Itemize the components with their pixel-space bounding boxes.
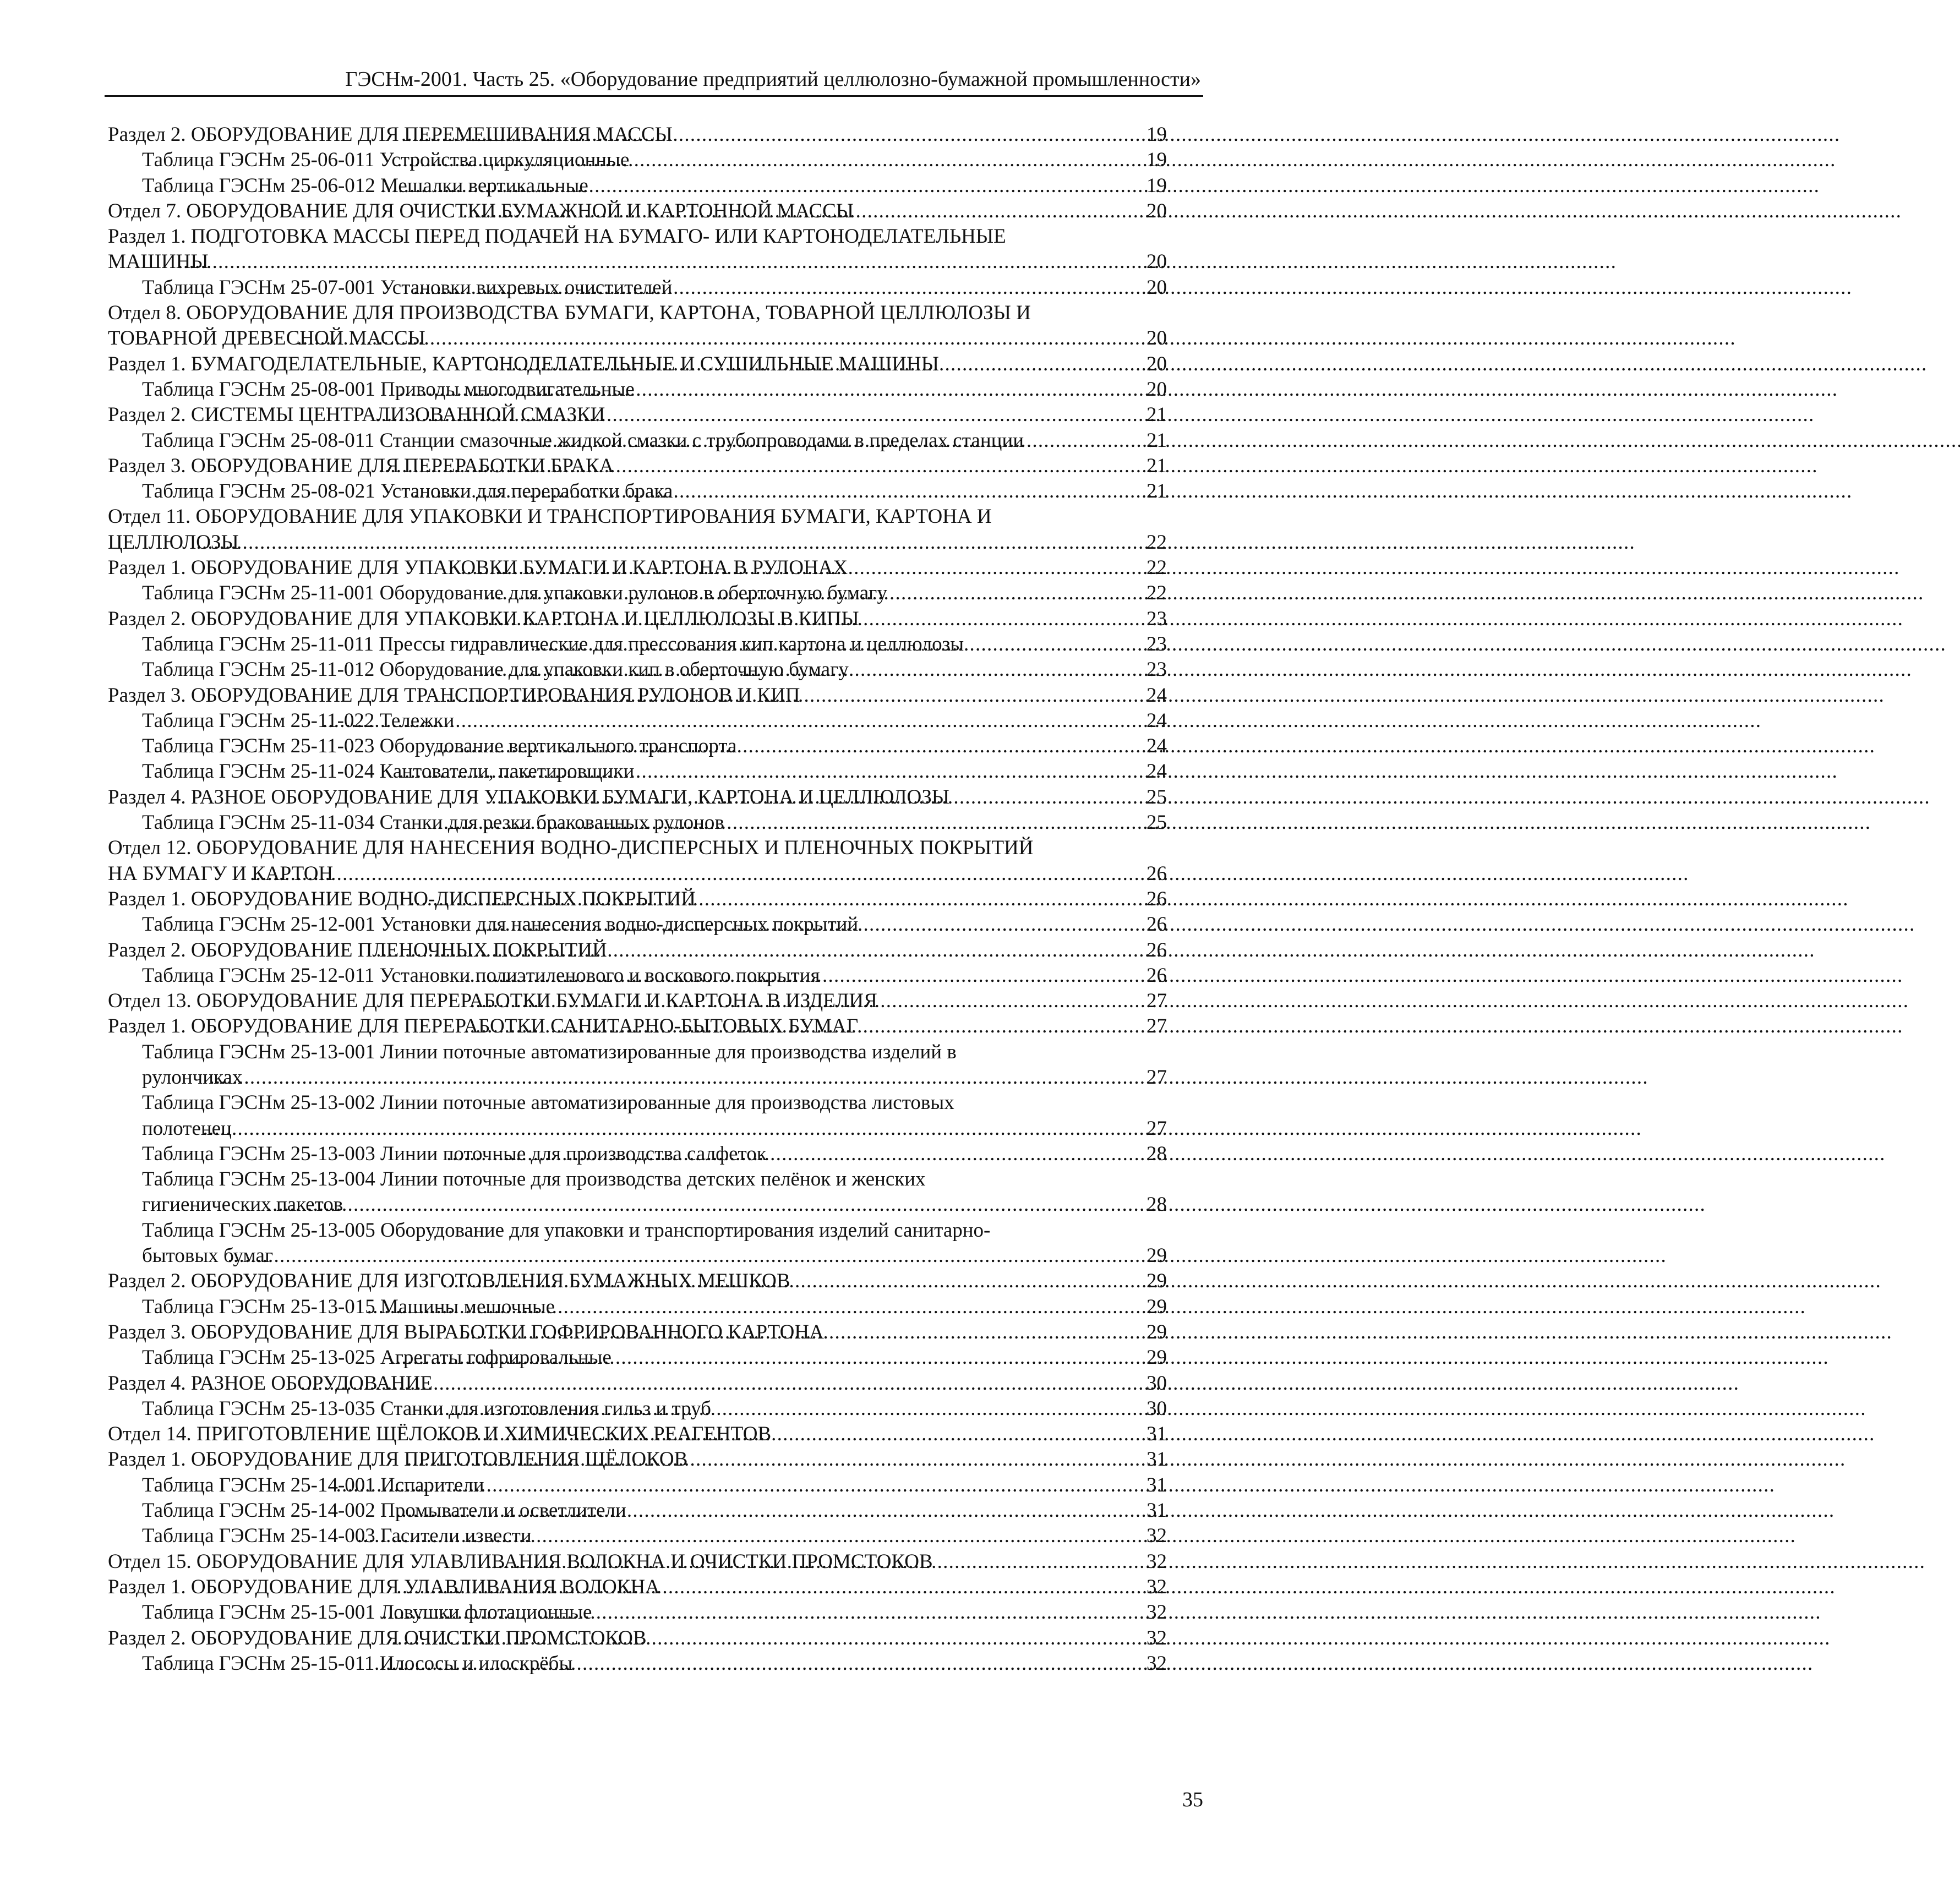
dot-leader [391, 1626, 1142, 1651]
dot-leader [178, 249, 1142, 275]
toc-entry[interactable] [108, 1345, 1167, 1370]
toc-entry[interactable] [108, 607, 1167, 632]
toc-entry-title: Таблица ГЭСНм 25-13-001 Линии поточные автоматизированные для производства изделий в [142, 1040, 957, 1063]
toc-entry-page: 20 [1146, 352, 1167, 375]
toc-entry-title: Таблица ГЭСНм 25-14-003 Гасители извести [142, 1525, 532, 1548]
toc-entry-title: Таблица ГЭСНм 25-07-001 Установки вихревых очистителей [142, 276, 673, 299]
toc-entry-title: Раздел 1. БУМАГОДЕЛАТЕЛЬНЫЕ, КАРТОНОДЕЛАТЕЛЬНЫЕ И СУШИЛЬНЫЕ МАШИНЫ [108, 352, 939, 375]
dot-leader [399, 377, 1142, 402]
toc-entry[interactable] [108, 1549, 1167, 1575]
dot-leader [301, 1371, 1142, 1396]
toc-entry-page: 28 [1146, 1193, 1167, 1216]
toc-entry-page: 20 [1146, 199, 1167, 222]
dot-leader [367, 1294, 1142, 1320]
toc-entry-page: 30 [1146, 1397, 1167, 1420]
toc-entry-page: 27 [1146, 1117, 1167, 1140]
dot-leader [427, 1396, 1142, 1422]
toc-entry[interactable] [108, 402, 1167, 428]
toc-entry-page: 26 [1146, 887, 1167, 910]
toc-entry[interactable] [108, 122, 1167, 147]
toc-entry-page: 22 [1146, 556, 1167, 580]
toc-entry-page: 32 [1146, 1525, 1167, 1548]
toc-entry-page: 23 [1146, 632, 1167, 655]
toc-entry-title: Отдел 11. ОБОРУДОВАНИЕ ДЛЯ УПАКОВКИ И ТРАНСПОРТИРОВАНИЯ БУМАГИ, КАРТОНА И [108, 505, 992, 528]
dot-leader [461, 555, 1142, 581]
toc-entry-page: 29 [1146, 1346, 1167, 1369]
toc-entry-title: Таблица ГЭСНм 25-08-001 Приводы многодвигательные [142, 378, 635, 401]
toc-entry-title: Отдел 12. ОБОРУДОВАНИЕ ДЛЯ НАНЕСЕНИЯ ВОДНО-ДИСПЕРСНЫХ И ПЛЕНОЧНЫХ ПОКРЫТИЙ [108, 837, 1034, 860]
toc-entry-page: 32 [1146, 1601, 1167, 1624]
dot-leader [485, 581, 1142, 606]
toc-entry[interactable] [108, 454, 1167, 479]
toc-entry-title: Таблица ГЭСНм 25-14-002 Промыватели и осветлители [142, 1499, 626, 1522]
toc-entry-page: 21 [1146, 480, 1167, 503]
toc-entry-title: Раздел 2. ОБОРУДОВАНИЕ ПЛЕНОЧНЫХ ПОКРЫТИЙ [108, 938, 607, 961]
toc-entry-title: Таблица ГЭСНм 25-11-022 Тележки [142, 709, 455, 732]
toc-entry[interactable] [108, 657, 1167, 682]
toc-entry[interactable] [108, 1320, 1167, 1345]
dot-leader [465, 607, 1142, 632]
dot-leader [446, 1141, 1142, 1167]
toc-entry[interactable] [108, 1575, 1167, 1600]
page-number: 35 [1182, 1788, 1203, 1811]
toc-entry[interactable] [108, 1651, 1167, 1676]
toc-entry[interactable] [108, 147, 1167, 173]
dot-leader [401, 122, 1142, 147]
dot-leader [397, 147, 1142, 173]
toc-entry-page: 25 [1146, 811, 1167, 834]
dot-leader [209, 1065, 1142, 1090]
toc-entry-page: 27 [1146, 1015, 1167, 1038]
toc-entry-page: 29 [1146, 1270, 1167, 1293]
dot-leader [379, 454, 1142, 479]
dot-leader [382, 1600, 1142, 1625]
toc-entry[interactable] [108, 963, 1167, 988]
dot-leader [396, 1498, 1142, 1523]
toc-entry[interactable] [108, 224, 1167, 275]
dot-leader [297, 326, 1142, 351]
toc-entry-page: 20 [1146, 276, 1167, 299]
toc-entry-page: 26 [1146, 913, 1167, 936]
toc-entry[interactable] [108, 428, 1167, 454]
toc-entry-page: 29 [1146, 1320, 1167, 1343]
toc-entry-title: Раздел 1. ОБОРУДОВАНИЕ ВОДНО-ДИСПЕРСНЫХ ПОКРЫТИЙ [108, 887, 696, 910]
toc-entry[interactable] [108, 1422, 1167, 1447]
toc-entry-title: Раздел 1. ОБОРУДОВАНИЕ ДЛЯ ПЕРЕРАБОТКИ САНИТАРНО-БЫТОВЫХ БУМАГ [108, 1015, 859, 1038]
toc-entry-page: 20 [1146, 327, 1167, 350]
toc-entry[interactable] [108, 988, 1167, 1014]
toc-entry[interactable] [108, 1600, 1167, 1625]
dot-leader [390, 1345, 1142, 1370]
toc-entry-title-continued: бытовых бумаг [142, 1244, 274, 1267]
toc-entry-title: Раздел 1. ПОДГОТОВКА МАССЫ ПЕРЕД ПОДАЧЕЙ НА БУМАГО- ИЛИ КАРТОНОДЕЛАТЕЛЬНЫЕ [108, 225, 1006, 248]
dot-leader [399, 759, 1142, 784]
toc-entry-page: 27 [1146, 1066, 1167, 1089]
toc-entry-page: 22 [1146, 582, 1167, 605]
toc-entry-title: Раздел 4. РАЗНОЕ ОБОРУДОВАНИЕ [108, 1372, 433, 1395]
toc-entry-page: 31 [1146, 1448, 1167, 1471]
table-of-contents [108, 122, 1167, 1676]
toc-entry-title: Таблица ГЭСНм 25-15-011 Илососы и илоскрёбы [142, 1652, 573, 1675]
toc-entry-title: Таблица ГЭСНм 25-11-024 Кантователи, пакетировщики [142, 760, 635, 783]
toc-entry[interactable] [108, 1167, 1167, 1218]
toc-entry-page: 29 [1146, 1295, 1167, 1318]
toc-entry-title: Отдел 13. ОБОРУДОВАНИЕ ДЛЯ ПЕРЕРАБОТКИ БУМАГИ И КАРТОНА В ИЗДЕЛИЯ [108, 990, 877, 1013]
dot-leader [436, 734, 1142, 759]
running-header: ГЭСНм-2001. Часть 25. «Оборудование предприятий целлюлозно-бумажной промышленности» [345, 68, 1201, 91]
dot-leader [381, 173, 1142, 199]
toc-entry-title: Раздел 2. ОБОРУДОВАНИЕ ДЛЯ ОЧИСТКИ ПРОМСТОКОВ [108, 1626, 647, 1649]
toc-entry-page: 26 [1146, 862, 1167, 885]
toc-entry[interactable] [108, 504, 1167, 555]
toc-entry-title: Таблица ГЭСНм 25-13-002 Линии поточные автоматизированные для производства листовых [142, 1091, 954, 1114]
toc-entry-title: Раздел 2. ОБОРУДОВАНИЕ ДЛЯ ИЗГОТОВЛЕНИЯ БУМАЖНЫХ МЕШКОВ [108, 1270, 790, 1293]
toc-entry-title-continued: НА БУМАГУ И КАРТОН [108, 862, 334, 885]
toc-entry[interactable] [108, 199, 1167, 224]
dot-leader [336, 1473, 1142, 1498]
toc-entry-title: Раздел 2. ОБОРУДОВАНИЕ ДЛЯ УПАКОВКИ КАРТОНА И ЦЕЛЛЮЛОЗЫ В КИПЫ [108, 607, 859, 630]
toc-entry[interactable] [108, 352, 1167, 377]
toc-entry[interactable] [108, 759, 1167, 784]
toc-entry-page: 32 [1146, 1575, 1167, 1598]
toc-entry[interactable] [108, 1294, 1167, 1320]
toc-entry-title: Раздел 2. СИСТЕМЫ ЦЕНТРАЛИЗОВАННОЙ СМАЗКИ [108, 403, 605, 427]
toc-entry-page: 26 [1146, 938, 1167, 961]
dot-leader [357, 1523, 1142, 1549]
toc-entry-title: Таблица ГЭСНм 25-13-025 Агрегаты гофрировальные [142, 1346, 612, 1369]
toc-entry-title: Таблица ГЭСНм 25-08-021 Установки для переработки брака [142, 480, 673, 503]
toc-entry-page: 31 [1146, 1423, 1167, 1446]
toc-entry-title-continued: рулончиках [142, 1066, 243, 1089]
toc-entry-title: Раздел 3. ОБОРУДОВАНИЕ ДЛЯ ТРАНСПОРТИРОВАНИЯ РУЛОНОВ И КИП [108, 684, 800, 707]
toc-entry[interactable] [108, 810, 1167, 835]
toc-entry[interactable] [108, 1090, 1167, 1141]
toc-entry[interactable] [108, 377, 1167, 402]
toc-entry[interactable] [108, 1040, 1167, 1091]
toc-entry-page: 19 [1146, 123, 1167, 146]
toc-entry-title: Таблица ГЭСНм 25-06-011 Устройства циркуляционные [142, 149, 630, 172]
toc-entry-title: Таблица ГЭСНм 25-13-015 Машины мешочные [142, 1295, 555, 1318]
dot-leader [410, 887, 1142, 912]
dot-leader [491, 785, 1142, 810]
toc-entry-title: Таблица ГЭСНм 25-13-004 Линии поточные для производства детских пелёнок и женских [142, 1168, 926, 1191]
toc-entry-title-continued: ТОВАРНОЙ ДРЕВЕСНОЙ МАССЫ [108, 327, 426, 350]
toc-entry[interactable] [108, 632, 1167, 657]
toc-entry-page: 22 [1146, 531, 1167, 554]
toc-entry[interactable] [108, 1371, 1167, 1396]
dot-leader [323, 708, 1142, 734]
toc-entry[interactable] [108, 938, 1167, 963]
header-rule [105, 95, 1203, 97]
dot-leader [523, 428, 1142, 454]
toc-entry[interactable] [108, 555, 1167, 581]
dot-leader [413, 275, 1142, 300]
toc-entry-title: Таблица ГЭСНм 25-11-011 Прессы гидравлические для прессования кип картона и целлюлозы [142, 632, 964, 655]
dot-leader [396, 1575, 1142, 1600]
toc-entry[interactable] [108, 835, 1167, 887]
toc-entry[interactable] [108, 1141, 1167, 1167]
toc-entry-title: Таблица ГЭСНм 25-12-011 Установки полиэтиленового и воскового покрытия [142, 964, 820, 987]
toc-entry-title: Раздел 3. ОБОРУДОВАНИЕ ДЛЯ ВЫРАБОТКИ ГОФРИРОВАННОГО КАРТОНА [108, 1320, 824, 1343]
toc-entry-page: 19 [1146, 174, 1167, 197]
toc-entry-title: Отдел 15. ОБОРУДОВАНИЕ ДЛЯ УЛАВЛИВАНИЯ ВОЛОКНА И ОЧИСТКИ ПРОМСТОКОВ [108, 1550, 933, 1573]
toc-entry[interactable] [108, 1626, 1167, 1651]
toc-entry-page: 24 [1146, 684, 1167, 707]
toc-entry[interactable] [108, 683, 1167, 708]
toc-entry-title: Таблица ГЭСНм 25-11-023 Оборудование вертикального транспорта [142, 735, 737, 758]
toc-entry-title: Раздел 3. ОБОРУДОВАНИЕ ДЛЯ ПЕРЕРАБОТКИ БРАКА [108, 454, 614, 477]
dot-leader [507, 632, 1142, 657]
toc-entry[interactable] [108, 1218, 1167, 1269]
toc-entry-title: Таблица ГЭСНм 25-06-012 Мешалки вертикальные [142, 174, 588, 197]
toc-entry-title-continued: гигиенических пакетов [142, 1193, 343, 1216]
toc-entry-page: 21 [1146, 454, 1167, 477]
toc-entry-title: Таблица ГЭСНм 25-11-012 Оборудование для упаковки кип в оберточную бумагу [142, 658, 849, 681]
dot-leader [487, 1549, 1142, 1575]
toc-entry[interactable] [108, 1473, 1167, 1498]
toc-entry[interactable] [108, 1498, 1167, 1523]
dot-leader [413, 479, 1142, 504]
toc-entry[interactable] [108, 1523, 1167, 1549]
toc-entry-title: Таблица ГЭСНм 25-14-001 Испарители [142, 1473, 484, 1496]
toc-entry[interactable] [108, 1396, 1167, 1422]
toc-entry-title-continued: МАШИНЫ [108, 250, 209, 274]
toc-entry[interactable] [108, 581, 1167, 606]
toc-entry-page: 32 [1146, 1550, 1167, 1573]
toc-entry[interactable] [108, 912, 1167, 937]
dot-leader [443, 1269, 1142, 1294]
toc-entry-page: 31 [1146, 1473, 1167, 1496]
dot-leader [445, 683, 1142, 708]
toc-entry-title: Раздел 1. ОБОРУДОВАНИЕ ДЛЯ УПАКОВКИ БУМАГИ И КАРТОНА В РУЛОНАХ [108, 556, 848, 580]
toc-entry-page: 21 [1146, 429, 1167, 452]
toc-entry-page: 23 [1146, 607, 1167, 630]
toc-entry-title: Таблица ГЭСНм 25-13-035 Станки для изготовления гильз и труб [142, 1397, 711, 1420]
toc-entry-page: 21 [1146, 403, 1167, 427]
dot-leader [436, 1422, 1142, 1447]
dot-leader [250, 861, 1142, 887]
toc-entry-title: Отдел 14. ПРИГОТОВЛЕНИЕ ЩЁЛОКОВ И ХИМИЧЕСКИХ РЕАГЕНТОВ [108, 1423, 772, 1446]
toc-entry-title: Таблица ГЭСНм 25-11-034 Станки для резки бракованных рулонов [142, 811, 724, 834]
toc-entry-title: Отдел 7. ОБОРУДОВАНИЕ ДЛЯ ОЧИСТКИ БУМАЖНОЙ И КАРТОННОЙ МАССЫ [108, 199, 854, 222]
toc-entry[interactable] [108, 887, 1167, 912]
toc-entry-page: 20 [1146, 250, 1167, 274]
toc-entry-page: 32 [1146, 1652, 1167, 1675]
dot-leader [196, 530, 1142, 555]
dot-leader [374, 1651, 1142, 1676]
dot-leader [464, 1014, 1142, 1039]
toc-entry-title: Таблица ГЭСНм 25-13-003 Линии поточные для производства салфеток [142, 1142, 767, 1165]
dot-leader [267, 1192, 1142, 1217]
toc-entry-page: 24 [1146, 709, 1167, 732]
toc-entry-page: 24 [1146, 760, 1167, 783]
toc-entry-page: 25 [1146, 785, 1167, 808]
toc-entry-page: 20 [1146, 378, 1167, 401]
dot-leader [453, 1320, 1142, 1345]
toc-entry-title: Раздел 2. ОБОРУДОВАНИЕ ДЛЯ ПЕРЕМЕШИВАНИЯ МАССЫ [108, 123, 673, 146]
toc-entry[interactable] [108, 785, 1167, 810]
toc-entry[interactable] [108, 1014, 1167, 1039]
toc-entry-page: 31 [1146, 1499, 1167, 1522]
dot-leader [463, 199, 1142, 224]
toc-entry-title: Отдел 8. ОБОРУДОВАНИЕ ДЛЯ ПРОИЗВОДСТВА БУМАГИ, КАРТОНА, ТОВАРНОЙ ЦЕЛЛЮЛОЗЫ И [108, 302, 1031, 325]
toc-entry-title: Раздел 1. ОБОРУДОВАНИЕ ДЛЯ УЛАВЛИВАНИЯ ВОЛОКНА [108, 1575, 660, 1598]
dot-leader [470, 988, 1142, 1014]
dot-leader [473, 657, 1142, 682]
toc-entry[interactable] [108, 300, 1167, 352]
toc-entry-page: 29 [1146, 1244, 1167, 1267]
dot-leader [375, 402, 1142, 428]
dot-leader [203, 1116, 1142, 1141]
toc-entry[interactable] [108, 1269, 1167, 1294]
dot-leader [432, 810, 1142, 835]
toc-entry-page: 30 [1146, 1372, 1167, 1395]
toc-entry[interactable] [108, 734, 1167, 759]
toc-entry[interactable] [108, 708, 1167, 734]
toc-entry-page: 19 [1146, 149, 1167, 172]
toc-entry-title: Таблица ГЭСНм 25-13-005 Оборудование для упаковки и транспортирования изделий санитарно- [142, 1219, 991, 1242]
toc-entry-page: 32 [1146, 1626, 1167, 1649]
dot-leader [228, 1243, 1142, 1269]
toc-entry-title: Таблица ГЭСНм 25-15-001 Ловушки флотационные [142, 1601, 592, 1624]
dot-leader [407, 1447, 1142, 1472]
toc-entry-page: 26 [1146, 964, 1167, 987]
dot-leader [376, 938, 1142, 963]
toc-entry[interactable] [108, 1447, 1167, 1472]
toc-entry-title: Таблица ГЭСНм 25-11-001 Оборудование для упаковки рулонов в оберточную бумагу [142, 582, 887, 605]
toc-entry-page: 24 [1146, 735, 1167, 758]
toc-entry-title-continued: полотенец [142, 1117, 232, 1140]
toc-entry-title: Раздел 1. ОБОРУДОВАНИЕ ДЛЯ ПРИГОТОВЛЕНИЯ ЩЁЛОКОВ [108, 1448, 688, 1471]
toc-entry-title: Таблица ГЭСНм 25-08-011 Станции смазочные жидкой смазки с трубопроводами в пределах станции [142, 429, 1024, 452]
dot-leader [488, 352, 1142, 377]
dot-leader [476, 912, 1142, 937]
toc-entry-title: Раздел 4. РАЗНОЕ ОБОРУДОВАНИЕ ДЛЯ УПАКОВКИ БУМАГИ, КАРТОНА И ЦЕЛЛЮЛОЗЫ [108, 785, 950, 808]
toc-entry-page: 23 [1146, 658, 1167, 681]
toc-entry-title-continued: ЦЕЛЛЮЛОЗЫ [108, 531, 239, 554]
toc-entry[interactable] [108, 275, 1167, 300]
toc-entry-page: 27 [1146, 990, 1167, 1013]
toc-entry-page: 28 [1146, 1142, 1167, 1165]
toc-entry[interactable] [108, 479, 1167, 504]
toc-entry[interactable] [108, 173, 1167, 199]
toc-entry-title: Таблица ГЭСНм 25-12-001 Установки для нанесения водно-дисперсных покрытий [142, 913, 859, 936]
dot-leader [464, 963, 1142, 988]
